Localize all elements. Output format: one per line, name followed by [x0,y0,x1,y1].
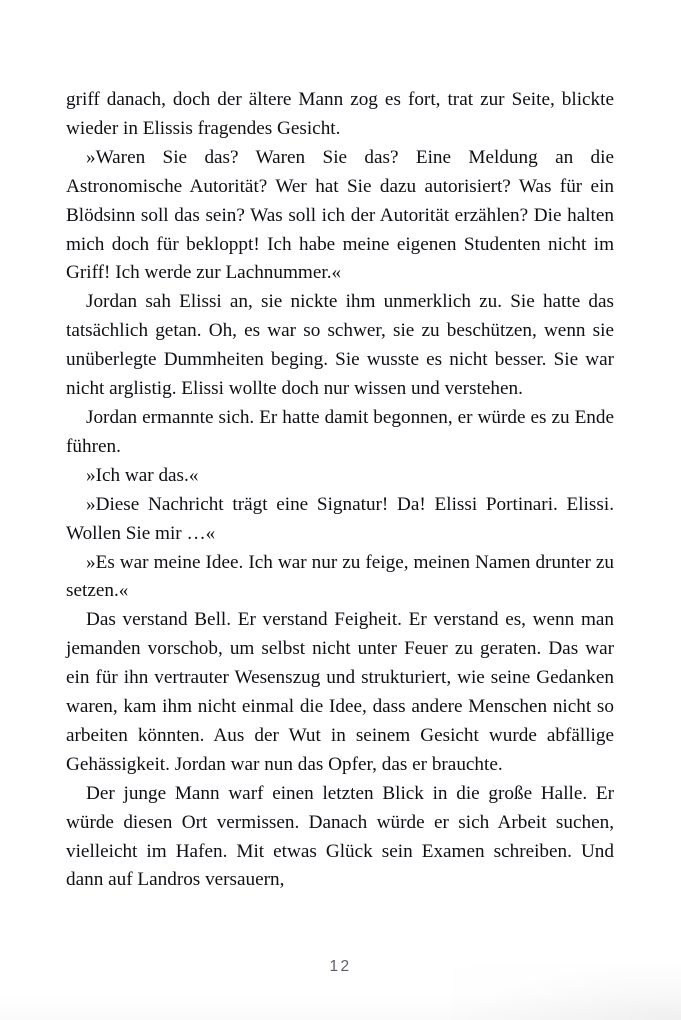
paragraph-waren-sie-das: »Waren Sie das? Waren Sie das? Eine Meldung an die Astronomische Autorität? Wer hat Sie dazu autorisiert? Was für ein Blödsinn soll das sein? Was soll ich der Autorität erzählen? Die halten mich doch für bekloppt! Ich habe meine eigenen Studenten nicht im Griff! Ich werde zur Lachnummer.« [66,146,614,284]
paragraph-diese-nachricht: »Diese Nachricht trägt eine Signatur! Da! Elissi Portinari. Elissi. Wollen Sie mir …« [66,493,614,544]
paragraph-ich-war-das: »Ich war das.« [86,464,199,486]
page-body-text [66,86,614,895]
page-number: 12 [329,958,352,975]
paragraph-es-war-meine-idee: »Es war meine Idee. Ich war nur zu feige, meinen Namen drunter zu setzen.« [66,551,614,602]
paragraph-jordan-ermannte-sich: Jordan ermannte sich. Er hatte damit begonnen, er würde es zu Ende führen. [66,406,614,457]
paragraph-der-junge-mann: Der junge Mann warf einen letzten Blick in die große Halle. Er würde diesen Ort vermissen. Danach würde er sich Arbeit suchen, vielleicht im Hafen. Mit etwas Glück sein Examen schreiben. Und dann auf Landros versauern, [66,782,614,891]
paragraph-das-verstand-bell: Das verstand Bell. Er verstand Feigheit. Er verstand es, wenn man jemanden vorschob, um selbst nicht unter Feuer zu geraten. Das war ein für ihn vertrauter Wesenszug und strukturiert, wie seine Gedanken waren, kam ihm nicht einmal die Idee, dass andere Menschen nicht so arbeiten könnten. Aus der Wut in seinem Gesicht wurde abfällige Gehässigkeit. Jordan war nun das Opfer, das er brauchte. [66,609,614,775]
page-bottom-fade [0,994,681,1020]
paragraph-continuation: griff danach, doch der ältere Mann zog es fort, trat zur Seite, blickte wieder in Elissis fragendes Gesicht. [66,89,614,139]
paragraph-jordan-sah-elissi: Jordan sah Elissi an, sie nickte ihm unmerklich zu. Sie hatte das tatsächlich getan. Oh, es war so schwer, sie zu beschützen, wenn sie unüberlegte Dummheiten beging. Sie wusste es nicht besser. Sie war nicht arglistig. Elissi wollte doch nur wissen und verstehen. [66,291,614,400]
